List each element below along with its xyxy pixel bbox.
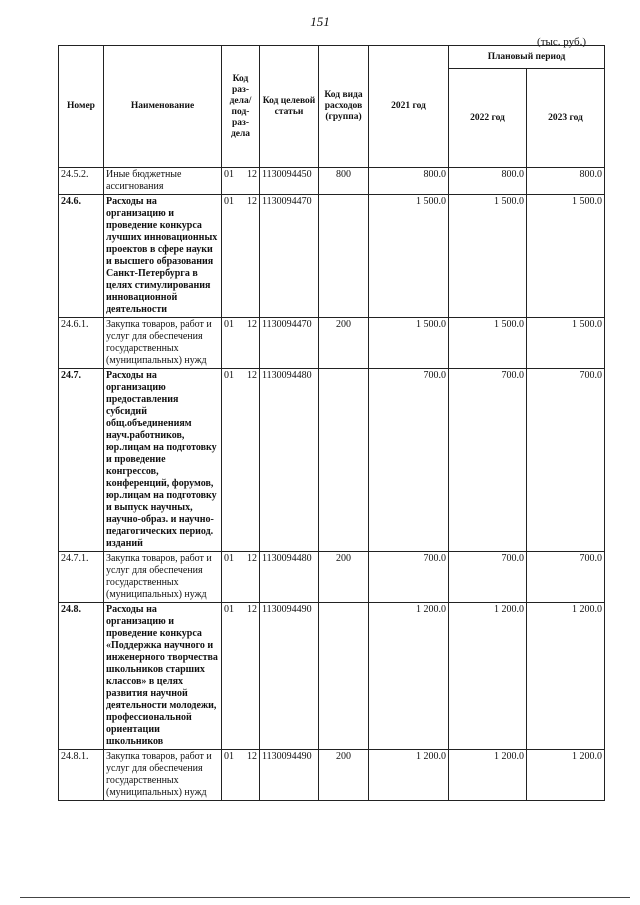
row-amount-2022: 700.0 bbox=[449, 552, 527, 603]
row-subsection: 12 bbox=[236, 195, 260, 318]
row-number: 24.7.1. bbox=[59, 552, 104, 603]
row-expense-kind bbox=[319, 369, 369, 552]
row-target-code: 1130094470 bbox=[260, 195, 319, 318]
table-row bbox=[59, 750, 605, 801]
table-header bbox=[59, 46, 605, 168]
row-expense-kind bbox=[319, 195, 369, 318]
page-bottom-rule bbox=[20, 897, 630, 898]
header-target-code: Код целевой статьи bbox=[260, 46, 319, 168]
header-year-2022: 2022 год bbox=[449, 69, 527, 168]
row-amount-2022: 1 500.0 bbox=[449, 318, 527, 369]
row-expense-kind: 200 bbox=[319, 318, 369, 369]
row-name: Расходы на организацию и проведение конкурса «Поддержка научного и инженерного творчества школьников старших классов» в целях развития научной деятельности молодежи, профессиональной ориентации школьников bbox=[104, 603, 222, 750]
table-row bbox=[59, 168, 605, 195]
row-amount-2022: 1 500.0 bbox=[449, 195, 527, 318]
row-amount-2023: 1 200.0 bbox=[527, 750, 605, 801]
header-year-2021: 2021 год bbox=[369, 46, 449, 168]
row-number: 24.8.1. bbox=[59, 750, 104, 801]
row-name: Расходы на организацию предоставления субсидий общ.объединениям науч.работников, юр.лицам на подготовку и проведение конгрессов, конференций, форумов, юр.лицам на подготовку и выпуск научных, научно-образ. и научно-педагогических период. изданий bbox=[104, 369, 222, 552]
row-amount-2023: 700.0 bbox=[527, 552, 605, 603]
row-name: Закупка товаров, работ и услуг для обеспечения государственных (муниципальных) нужд bbox=[104, 318, 222, 369]
row-number: 24.7. bbox=[59, 369, 104, 552]
table-row bbox=[59, 318, 605, 369]
row-amount-2023: 1 200.0 bbox=[527, 603, 605, 750]
row-subsection: 12 bbox=[236, 552, 260, 603]
row-expense-kind: 200 bbox=[319, 750, 369, 801]
row-number: 24.8. bbox=[59, 603, 104, 750]
row-amount-2021: 700.0 bbox=[369, 369, 449, 552]
units-label: (тыс. руб.) bbox=[537, 36, 586, 48]
row-section: 01 bbox=[222, 318, 236, 369]
row-amount-2022: 1 200.0 bbox=[449, 750, 527, 801]
row-expense-kind bbox=[319, 603, 369, 750]
header-section-code: Код раз-дела/ под-раз-дела bbox=[222, 46, 260, 168]
row-amount-2021: 700.0 bbox=[369, 552, 449, 603]
row-name: Иные бюджетные ассигнования bbox=[104, 168, 222, 195]
row-number: 24.5.2. bbox=[59, 168, 104, 195]
row-target-code: 1130094480 bbox=[260, 369, 319, 552]
row-subsection: 12 bbox=[236, 750, 260, 801]
header-plan-period: Плановый период bbox=[449, 46, 605, 69]
row-amount-2022: 1 200.0 bbox=[449, 603, 527, 750]
row-amount-2021: 800.0 bbox=[369, 168, 449, 195]
row-number: 24.6.1. bbox=[59, 318, 104, 369]
row-section: 01 bbox=[222, 750, 236, 801]
row-section: 01 bbox=[222, 168, 236, 195]
row-target-code: 1130094490 bbox=[260, 603, 319, 750]
row-name: Расходы на организацию и проведение конкурса лучших инновационных проектов в сфере науки и высшего образования Санкт-Петербурга в целях стимулирования инновационной деятельности bbox=[104, 195, 222, 318]
header-year-2023: 2023 год bbox=[527, 69, 605, 168]
header-name: Наименование bbox=[104, 46, 222, 168]
row-section: 01 bbox=[222, 603, 236, 750]
table-row bbox=[59, 552, 605, 603]
row-subsection: 12 bbox=[236, 318, 260, 369]
header-number: Номер bbox=[59, 46, 104, 168]
row-amount-2022: 800.0 bbox=[449, 168, 527, 195]
budget-table bbox=[58, 45, 605, 801]
row-subsection: 12 bbox=[236, 369, 260, 552]
row-amount-2023: 1 500.0 bbox=[527, 318, 605, 369]
row-name: Закупка товаров, работ и услуг для обеспечения государственных (муниципальных) нужд bbox=[104, 750, 222, 801]
table-body bbox=[59, 168, 605, 801]
row-section: 01 bbox=[222, 552, 236, 603]
row-section: 01 bbox=[222, 195, 236, 318]
row-expense-kind: 800 bbox=[319, 168, 369, 195]
row-subsection: 12 bbox=[236, 168, 260, 195]
row-amount-2022: 700.0 bbox=[449, 369, 527, 552]
row-section: 01 bbox=[222, 369, 236, 552]
row-amount-2021: 1 200.0 bbox=[369, 750, 449, 801]
table-row bbox=[59, 195, 605, 318]
row-expense-kind: 200 bbox=[319, 552, 369, 603]
row-amount-2021: 1 500.0 bbox=[369, 318, 449, 369]
row-number: 24.6. bbox=[59, 195, 104, 318]
row-target-code: 1130094470 bbox=[260, 318, 319, 369]
row-subsection: 12 bbox=[236, 603, 260, 750]
row-amount-2021: 1 500.0 bbox=[369, 195, 449, 318]
header-expense-kind: Код вида расходов (группа) bbox=[319, 46, 369, 168]
table-row bbox=[59, 369, 605, 552]
row-amount-2023: 700.0 bbox=[527, 369, 605, 552]
page-number: 151 bbox=[310, 14, 330, 29]
table-row bbox=[59, 603, 605, 750]
row-amount-2023: 800.0 bbox=[527, 168, 605, 195]
row-target-code: 1130094480 bbox=[260, 552, 319, 603]
row-name: Закупка товаров, работ и услуг для обеспечения государственных (муниципальных) нужд bbox=[104, 552, 222, 603]
row-amount-2021: 1 200.0 bbox=[369, 603, 449, 750]
row-target-code: 1130094450 bbox=[260, 168, 319, 195]
row-target-code: 1130094490 bbox=[260, 750, 319, 801]
row-amount-2023: 1 500.0 bbox=[527, 195, 605, 318]
